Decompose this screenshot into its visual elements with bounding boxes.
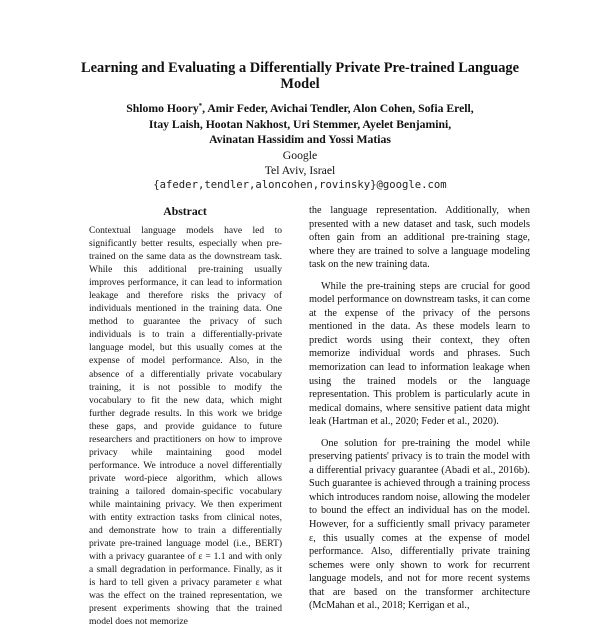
author-list: [80, 101, 520, 148]
authors-line-2: Itay Laish, Hootan Nakhost, Uri Stemmer, Ayelet Benjamini,: [148, 117, 452, 131]
abstract-column: [89, 224, 282, 628]
author-footnote-mark: *: [198, 102, 203, 110]
abstract-text: Contextual language models have led to significantly better results, especially when pre-trained on the same data as the downstream task. While this additional pre-training usually improves performance, it can lead to information leakage and therefore risks the privacy of individuals mentioned in the training data. One method to guarantee the privacy of such individuals is to train a differentially-private language model, but this usually comes at the expense of model performance. Also, in the absence of a differentially private vocabulary training, it is not possible to modify the vocabulary to fit the new data, which might further degrade results. In this work we bridge these gaps, and provide guidance to future researchers and practitioners on how to improve privacy while maintaining good model performance. We introduce a novel differentially private word-piece algorithm, which allows training a tailored domain-specific vocabulary while maintaining privacy. We then experiment with entity extraction tasks from clinical notes, and demonstrate how to train a differentially private pre-trained language model (i.e., BERT) with a privacy guarantee of ε = 1.1 and with only a small degradation in performance. Finally, as it is hard to tell given a privacy parameter ε what was the effect on the trained representation, we present experiments showing that the trained model does not memorize: [89, 225, 282, 628]
intro-paragraph-1: the language representation. Additionally, when presented with a new dataset and task, such models often gain from an additional pre-training stage, where they are trained to solve a language modeling task on the new training data.: [309, 205, 530, 271]
affiliation: Google: [282, 149, 318, 162]
introduction-column: [309, 204, 530, 613]
author-emails: {afeder,tendler,aloncohen,rovinsky}@google.com: [153, 179, 447, 191]
paper-title: Learning and Evaluating a Differentially Private Pre-trained Language Model: [81, 60, 519, 92]
authors-rest: , Amir Feder, Avichai Tendler, Alon Cohen, Sofia Erell,: [202, 102, 474, 115]
abstract-heading: Abstract: [163, 205, 207, 218]
intro-paragraph-3: One solution for pre-training the model while preserving patients' privacy is to train the model with a differential privacy guarantee (Abadi et al., 2016b). Such guarantee is achieved through a training process which introduces random noise, allowing the modeler to bound the effect an individual has on the model. However, for a sufficiently small privacy parameter ε, this usually comes at the expense of model performance. Also, differentially private training schemes were only shown to work for recurrent language models, and not for more recent systems that are based on the transformer architecture (McMahan et al., 2018; Kerrigan et al.,: [309, 437, 530, 612]
first-author: Shlomo Hoory: [126, 102, 199, 115]
location: Tel Aviv, Israel: [264, 164, 336, 177]
affiliation-block: [100, 148, 500, 178]
authors-line-3: Avinatan Hassidim and Yossi Matias: [209, 133, 391, 146]
intro-paragraph-2: While the pre-training steps are crucial for good model performance on downstream tasks, it can come at the expense of the privacy of the persons mentioned in the data. As these models learn to predict words using their context, they often memorize individual words and phrases. Such memorization can lead to information leakage when using the trained models or the language representation. This problem is particularly acute in medical domains, where sensitive patient data might leak (Hartman et al., 2020; Feder et al., 2020).: [309, 280, 530, 428]
authors-line-1: [80, 101, 520, 117]
